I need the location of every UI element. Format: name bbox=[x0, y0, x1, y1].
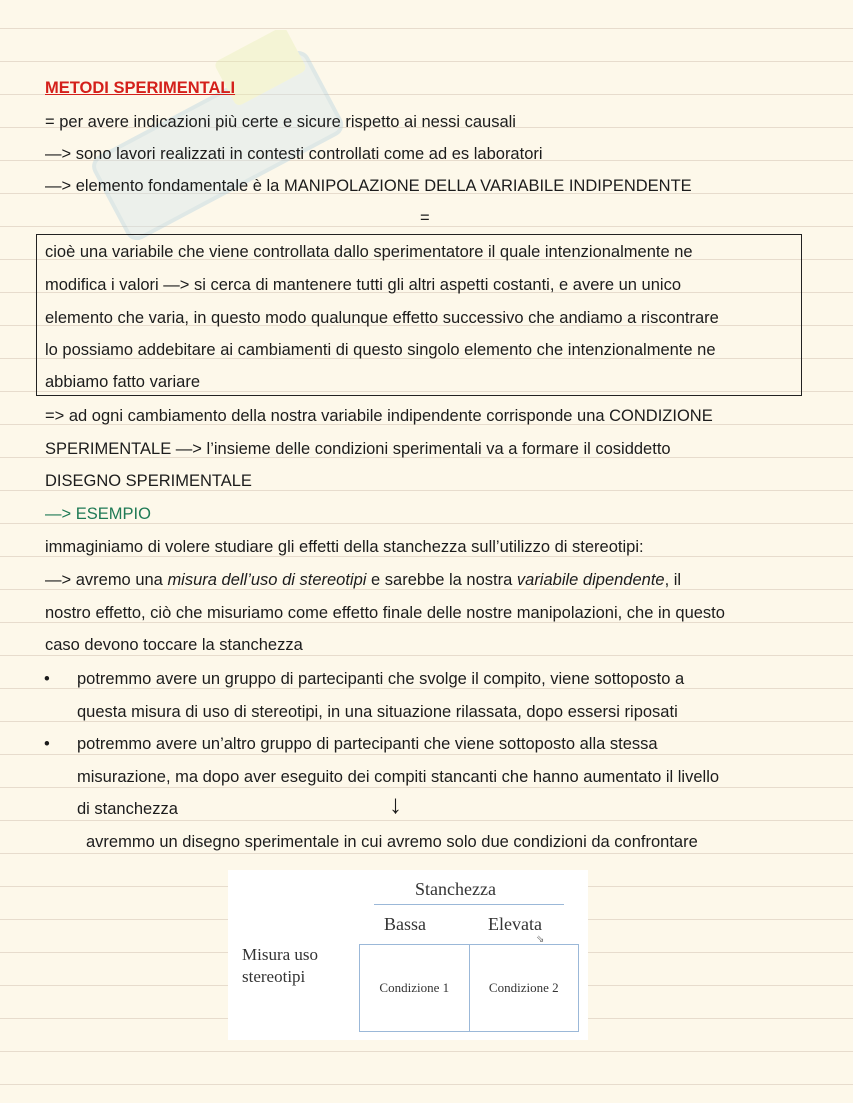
factor-label: Stanchezza bbox=[415, 879, 496, 899]
header-rule bbox=[374, 904, 564, 905]
cursor-icon: ⇘ bbox=[536, 934, 545, 945]
text-line: —> sono lavori realizzati in contesti controllati come ad es laboratori bbox=[45, 145, 543, 163]
bullet-line: potremmo avere un’altro gruppo di partecipanti che viene sottoposto alla stessa bbox=[77, 735, 658, 753]
box-line: abbiamo fatto variare bbox=[45, 373, 201, 391]
level-low: Bassa bbox=[384, 914, 426, 934]
text-line: SPERIMENTALE —> l’insieme delle condizioni sperimentali va a formare il cosiddetto bbox=[45, 440, 671, 458]
italic-term: misura dell’uso di stereotipi bbox=[167, 571, 367, 589]
measure-line bbox=[45, 570, 681, 590]
box-line: cioè una variabile che viene controllata dallo sperimentatore il quale intenzionalmente ne bbox=[45, 243, 693, 261]
bullet-line: potremmo avere un gruppo di partecipanti che svolge il compito, viene sottoposto a bbox=[77, 670, 685, 688]
dependent-variable-label bbox=[242, 944, 318, 988]
italic-term: variabile dipendente bbox=[516, 571, 665, 589]
text-line: nostro effetto, ciò che misuriamo come effetto finale delle nostre manipolazioni, che in questo bbox=[45, 604, 725, 622]
dv-line: stereotipi bbox=[242, 967, 306, 986]
box-line: lo possiamo addebitare ai cambiamenti di questo singolo elemento che intenzionalmente ne bbox=[45, 341, 716, 359]
condition-cell: Condizione 1 bbox=[379, 980, 450, 995]
text-line: —> elemento fondamentale è la MANIPOLAZIONE DELLA VARIABILE INDIPENDENTE bbox=[45, 177, 692, 195]
bullet-line: questa misura di uso di stereotipi, in una situazione rilassata, dopo essersi riposati bbox=[77, 703, 678, 721]
example-heading: —> ESEMPIO bbox=[45, 505, 151, 523]
page-title: METODI SPERIMENTALI bbox=[45, 79, 236, 97]
bullet-line: misurazione, ma dopo aver eseguito dei compiti stancanti che hanno aumentato il livello bbox=[77, 768, 720, 786]
text-line: immaginiamo di volere studiare gli effetti della stanchezza sull’utilizzo di stereotipi: bbox=[45, 538, 644, 556]
level-high: Elevata bbox=[488, 914, 542, 934]
text-line: = per avere indicazioni più certe e sicure rispetto ai nessi causali bbox=[45, 113, 516, 131]
condition-cell: Condizione 2 bbox=[469, 945, 579, 1031]
bullet-dot: • bbox=[44, 735, 50, 753]
box-line: elemento che varia, in questo modo qualunque effetto successivo che andiamo a riscontrare bbox=[45, 309, 719, 327]
text-line: DISEGNO SPERIMENTALE bbox=[45, 472, 252, 490]
text-line: caso devono toccare la stanchezza bbox=[45, 636, 303, 654]
down-arrow-icon: ↓ bbox=[389, 789, 402, 819]
dv-line: Misura uso bbox=[242, 945, 319, 964]
condition-grid bbox=[359, 944, 579, 1032]
text-span: e sarebbe la nostra bbox=[366, 571, 517, 589]
text-line: => ad ogni cambiamento della nostra variabile indipendente corrisponde una CONDIZIONE bbox=[45, 407, 713, 425]
bullet-line: di stanchezza bbox=[77, 800, 178, 818]
text-span: , il bbox=[664, 571, 682, 589]
conclusion-line: avremmo un disegno sperimentale in cui avremo solo due condizioni da confrontare bbox=[86, 833, 698, 851]
design-table-image bbox=[228, 870, 588, 1040]
bullet-dot: • bbox=[44, 670, 50, 688]
equals-sign: = bbox=[420, 209, 430, 227]
box-line: modifica i valori —> si cerca di mantenere tutti gli altri aspetti costanti, e avere un unico bbox=[45, 276, 682, 294]
text-span: —> avremo una bbox=[45, 571, 168, 589]
